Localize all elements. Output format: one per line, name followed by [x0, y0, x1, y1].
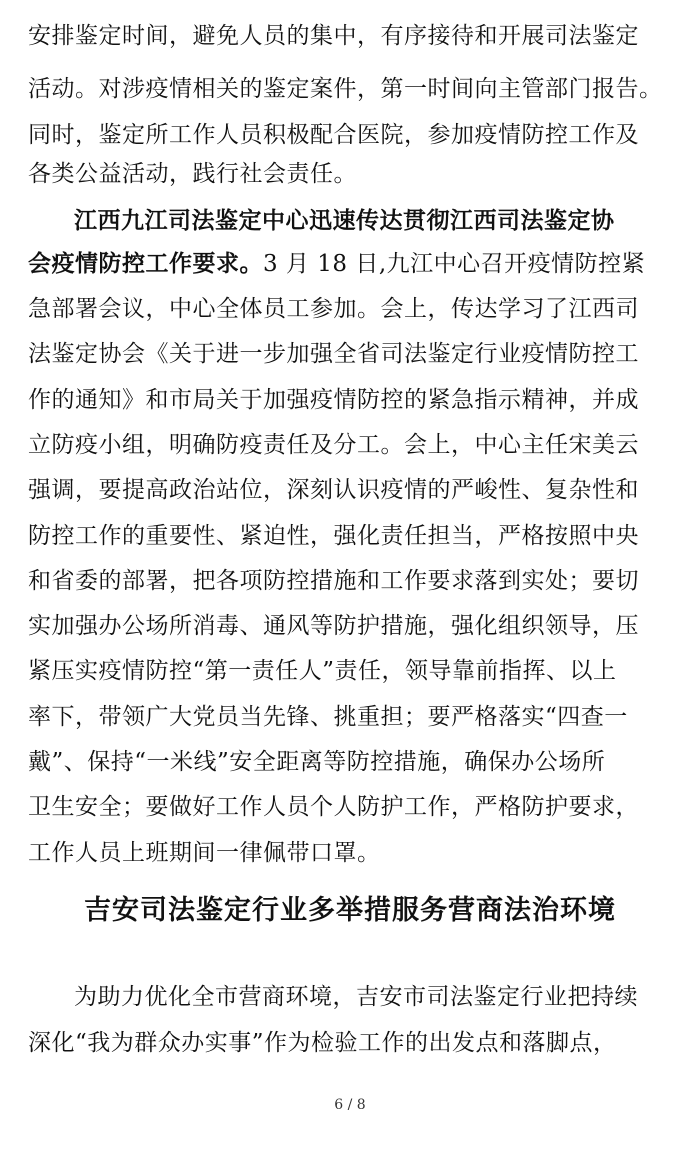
paragraph-line: 立防疫小组，明确防疫责任及分工。会上，中心主任宋美云	[28, 432, 639, 458]
paragraph-line: 活动。对涉疫情相关的鉴定案件，第一时间向主管部门报告。	[28, 76, 663, 102]
paragraph-line: 工作人员上班期间一律佩带口罩。	[28, 840, 381, 866]
paragraph-line: 为助力优化全市营商环境，吉安市司法鉴定行业把持续	[74, 984, 638, 1010]
paragraph-line: 各类公益活动，践行社会责任。	[28, 161, 357, 187]
paragraph-line: 深化“我为群众办实事”作为检验工作的出发点和落脚点，	[28, 1030, 617, 1056]
paragraph-heading-bold: 会疫情防控工作要求。	[28, 250, 263, 277]
paragraph-line: 紧压实疫情防控“第一责任人”责任，领导靠前指挥、以上	[28, 658, 617, 684]
paragraph-line: 法鉴定协会《关于进一步加强全省司法鉴定行业疫情防控工	[28, 341, 639, 367]
paragraph-line: 强调，要提高政治站位，深刻认识疫情的严峻性、复杂性和	[28, 477, 639, 503]
paragraph-line: 实加强办公场所消毒、通风等防护措施，强化组织领导，压	[28, 613, 639, 639]
paragraph-line: 防控工作的重要性、紧迫性，强化责任担当，严格按照中央	[28, 523, 639, 549]
paragraph-heading-line: 江西九江司法鉴定中心迅速传达贯彻江西司法鉴定协	[74, 207, 615, 234]
paragraph-line: 作的通知》和市局关于加强疫情防控的紧急指示精神，并成	[28, 387, 639, 413]
paragraph-line: 卫生安全；要做好工作人员个人防护工作，严格防护要求，	[28, 794, 639, 820]
paragraph-line: 安排鉴定时间，避免人员的集中，有序接待和开展司法鉴定	[28, 23, 639, 49]
section-title: 吉安司法鉴定行业多举措服务营商法治环境	[84, 895, 616, 926]
paragraph-line: 急部署会议，中心全体员工参加。会上，传达学习了江西司	[28, 296, 639, 322]
paragraph-heading-line-2	[28, 244, 672, 284]
paragraph-line: 率下，带领广大党员当先锋、挑重担；要严格落实“四查一	[28, 704, 628, 730]
paragraph-line: 和省委的部署，把各项防控措施和工作要求落到实处；要切	[28, 568, 639, 594]
paragraph-heading-rest: 3 月 18 日,九江中心召开疫情防控紧	[263, 251, 646, 277]
paragraph-line: 同时，鉴定所工作人员积极配合医院，参加疫情防控工作及	[28, 122, 639, 148]
page-number: 6 / 8	[334, 1097, 366, 1113]
paragraph-line: 戴”、保持“一米线”安全距离等防控措施，确保办公场所	[28, 749, 606, 775]
